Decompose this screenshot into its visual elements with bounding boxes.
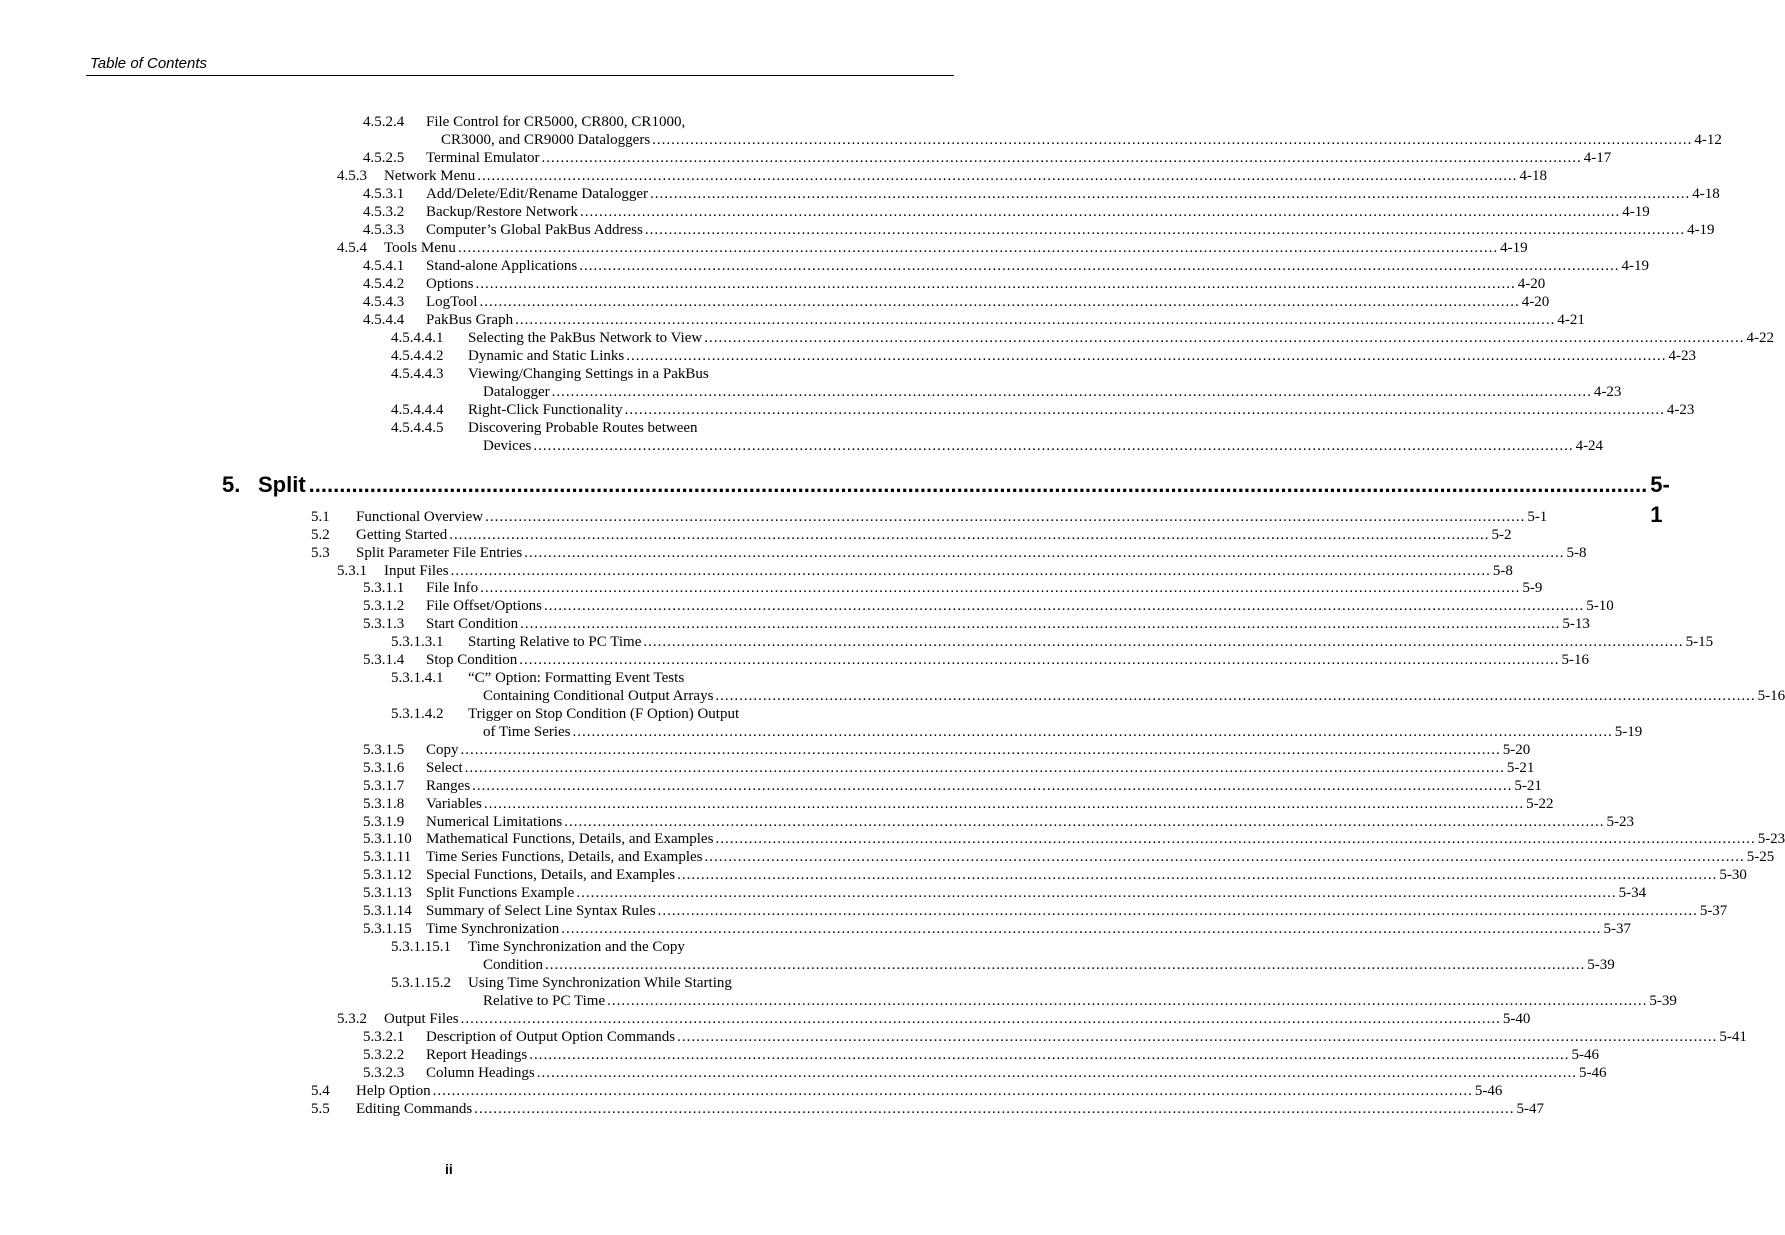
toc-entry-title: Containing Conditional Output Arrays (483, 688, 714, 704)
toc-entry-title: Variables (426, 796, 482, 812)
toc-entry-title: Getting Started (356, 527, 448, 543)
toc-entry-number: 4.5.4.4.5 (391, 420, 444, 436)
toc-entry[interactable] (0, 329, 1774, 347)
toc-entry-page: 5-40 (1502, 1011, 1531, 1027)
toc-entry-page: 5-15 (1685, 634, 1714, 650)
toc-entry-number: 5.3.1.6 (363, 760, 405, 776)
toc-entry[interactable] (0, 597, 1614, 615)
toc-entry-number: 5.3.1.3.1 (391, 634, 444, 650)
toc-entry-page: 5-39 (1649, 993, 1677, 1009)
toc-leader-dots: ........................................................................................................................................................................................................................... (519, 652, 1560, 668)
toc-entry-page: 5-41 (1719, 1029, 1747, 1045)
toc-entry-title: Time Synchronization and the Copy (468, 939, 685, 955)
toc-entry-number: 5.1 (311, 509, 330, 525)
toc-entry-title: PakBus Graph (426, 312, 514, 328)
toc-entry[interactable] (0, 221, 1715, 239)
toc-leader-dots: ........................................................................................................................................................................................................................... (475, 276, 1516, 292)
toc-entry-page: 4-18 (1692, 186, 1720, 202)
toc-entry-number: 5.3.1.4 (363, 652, 405, 668)
toc-entry-page: 4-23 (1666, 402, 1695, 418)
toc-entry-title: Editing Commands (356, 1101, 473, 1117)
toc-entry[interactable] (0, 920, 1631, 938)
toc-leader-dots: ........................................................................................................................................................................................................................... (543, 598, 1585, 614)
toc-entry[interactable] (0, 131, 1722, 149)
toc-entry-number: 5.3.1.3 (363, 616, 405, 632)
toc-leader-dots: ........................................................................................................................................................................................................................... (704, 330, 1745, 346)
toc-entry-title: of Time Series (483, 724, 571, 740)
toc-entry-number: 5.2 (311, 527, 330, 543)
chapter-leader-dots: ........................................................................................................................................................................................................................... (308, 472, 1648, 497)
toc-entry-page: 5-19 (1614, 724, 1643, 740)
toc-leader-dots: ........................................................................................................................................................................................................................... (643, 634, 1684, 650)
toc-entry-page: 5-25 (1746, 849, 1775, 865)
toc-entry[interactable] (0, 579, 1543, 597)
toc-leader-dots: ........................................................................................................................................................................................................................... (652, 132, 1693, 148)
toc-entry-page: 5-30 (1719, 867, 1747, 883)
toc-entry-title: File Info (426, 580, 479, 596)
toc-entry[interactable] (0, 1046, 1599, 1064)
toc-leader-dots: ........................................................................................................................................................................................................................... (572, 724, 1613, 740)
toc-entry-page: 4-20 (1517, 276, 1546, 292)
toc-entry-title: Split Functions Example (426, 885, 575, 901)
toc-entry[interactable] (0, 275, 1546, 293)
toc-entry[interactable] (0, 902, 1728, 920)
toc-entry-page: 5-1 (1527, 509, 1548, 525)
toc-leader-dots: ........................................................................................................................................................................................................................... (564, 814, 1605, 830)
toc-entry[interactable] (0, 1064, 1607, 1082)
toc-leader-dots: ........................................................................................................................................................................................................................... (460, 742, 1501, 758)
toc-entry-number: 5.3.1.12 (363, 867, 412, 883)
toc-entry-number: 4.5.3.2 (363, 204, 405, 220)
toc-entry-title: Using Time Synchronization While Starting (468, 975, 732, 991)
toc-entry-title: Numerical Limitations (426, 814, 563, 830)
toc-entry-title: Viewing/Changing Settings in a PakBus (468, 366, 709, 382)
toc-entry-page: 5-34 (1618, 885, 1647, 901)
toc-entry-number: 5.3.1.15.2 (391, 975, 451, 991)
toc-leader-dots: ........................................................................................................................................................................................................................... (715, 688, 1756, 704)
toc-entry-number: 5.3.1.8 (363, 796, 405, 812)
toc-entry[interactable] (0, 562, 1513, 580)
toc-leader-dots: ........................................................................................................................................................................................................................... (449, 527, 1490, 543)
toc-entry-page: 5-9 (1522, 580, 1543, 596)
toc-entry-number: 5.3.2 (337, 1011, 367, 1027)
toc-entry-number: 4.5.4.4 (363, 312, 405, 328)
toc-leader-dots: ........................................................................................................................................................................................................................... (561, 921, 1602, 937)
toc-entry-title: Copy (426, 742, 459, 758)
toc-entry[interactable] (0, 1100, 1544, 1118)
toc-entry[interactable] (0, 759, 1535, 777)
toc-entry-title: Functional Overview (356, 509, 484, 525)
toc-entry[interactable] (0, 437, 1604, 455)
toc-entry-title: Trigger on Stop Condition (F Option) Output (468, 706, 740, 722)
toc-leader-dots: ........................................................................................................................................................................................................................... (624, 402, 1665, 418)
toc-entry-number: 4.5.4 (337, 240, 367, 256)
toc-entry-number: 5.3.1.13 (363, 885, 412, 901)
toc-entry[interactable] (0, 508, 1548, 526)
toc-entry-title: Selecting the PakBus Network to View (468, 330, 703, 346)
toc-entry-title: Time Series Functions, Details, and Examples (426, 849, 703, 865)
toc-entry[interactable] (0, 185, 1720, 203)
toc-leader-dots: ........................................................................................................................................................................................................................... (483, 796, 1525, 812)
toc-entry-page: 4-19 (1687, 222, 1715, 238)
toc-entry-page: 5-37 (1699, 903, 1728, 919)
toc-entry[interactable] (0, 526, 1512, 544)
toc-entry-title: Backup/Restore Network (426, 204, 579, 220)
chapter-page: 5-1 (1650, 472, 1670, 527)
toc-entry-title: Summary of Select Line Syntax Rules (426, 903, 656, 919)
toc-entry-title: Terminal Emulator (426, 150, 540, 166)
toc-entry-number: 5.5 (311, 1101, 330, 1117)
toc-entry[interactable] (0, 257, 1649, 275)
toc-entry[interactable] (0, 383, 1622, 401)
toc-leader-dots: ........................................................................................................................................................................................................................... (474, 1101, 1515, 1117)
toc-entry-page: 5-16 (1561, 652, 1590, 668)
chapter-title: Split (258, 472, 306, 497)
toc-entry[interactable] (0, 830, 1785, 848)
toc-leader-dots: ........................................................................................................................................................................................................................... (650, 186, 1691, 202)
toc-leader-dots: ........................................................................................................................................................................................................................... (450, 563, 1491, 579)
toc-entry[interactable] (0, 723, 1643, 741)
toc-entry[interactable] (0, 1010, 1531, 1028)
toc-entry[interactable] (0, 884, 1647, 902)
toc-leader-dots: ........................................................................................................................................................................................................................... (457, 240, 1499, 256)
toc-entry-number: 5.3.1.4.1 (391, 670, 444, 686)
toc-entry[interactable] (0, 1028, 1747, 1046)
toc-entry[interactable] (0, 401, 1695, 419)
toc-entry (0, 705, 798, 723)
toc-entry-title: Starting Relative to PC Time (468, 634, 642, 650)
toc-entry[interactable] (0, 311, 1585, 329)
toc-entry (0, 938, 798, 956)
toc-entry-number: 5.3.1.7 (363, 778, 405, 794)
toc-leader-dots: ........................................................................................................................................................................................................................... (533, 438, 1574, 454)
toc-entry-title: “C” Option: Formatting Event Tests (468, 670, 685, 686)
toc-entry-number: 5.3.1.5 (363, 742, 405, 758)
toc-entry (0, 669, 798, 687)
toc-entry-number: 5.3.1.4.2 (391, 706, 444, 722)
toc-entry-title: File Control for CR5000, CR800, CR1000, (426, 114, 686, 130)
toc-entry-title: Description of Output Option Commands (426, 1029, 676, 1045)
toc-leader-dots: ........................................................................................................................................................................................................................... (472, 778, 1513, 794)
toc-entry[interactable] (0, 203, 1650, 221)
toc-entry-number: 5.3.1.1 (363, 580, 405, 596)
toc-entry-page: 5-22 (1526, 796, 1554, 812)
toc-entry-title: Start Condition (426, 616, 519, 632)
toc-entry-page: 4-21 (1557, 312, 1585, 328)
toc-entry (0, 419, 798, 437)
toc-entry-title: Add/Delete/Edit/Rename Datalogger (426, 186, 649, 202)
toc-entry-number: 5.4 (311, 1083, 330, 1099)
toc-leader-dots: ........................................................................................................................................................................................................................... (545, 957, 1586, 973)
toc-entry-number: 5.3.1.15.1 (391, 939, 451, 955)
toc-entry-page: 4-24 (1575, 438, 1604, 454)
toc-entry[interactable] (0, 866, 1747, 884)
toc-entry-page: 5-13 (1562, 616, 1590, 632)
toc-entry-number: 4.5.4.2 (363, 276, 405, 292)
toc-entry-number: 5.3.2.1 (363, 1029, 405, 1045)
toc-entry-page: 4-23 (1668, 348, 1696, 364)
toc-entry-page: 4-22 (1746, 330, 1774, 346)
toc-leader-dots: ........................................................................................................................................................................................................................... (677, 867, 1718, 883)
toc-entry (0, 113, 798, 131)
toc-entry[interactable] (0, 1082, 1503, 1100)
toc-entry-page: 4-17 (1583, 150, 1612, 166)
toc-entry-title: Help Option (356, 1083, 431, 1099)
toc-entry-page: 5-21 (1514, 778, 1542, 794)
toc-entry-page: 5-2 (1491, 527, 1512, 543)
toc-entry-number: 4.5.3 (337, 168, 367, 184)
toc-entry-page: 4-19 (1622, 204, 1650, 220)
toc-leader-dots: ........................................................................................................................................................................................................................... (579, 258, 1620, 274)
toc-entry (0, 974, 798, 992)
toc-entry-number: 4.5.4.4.2 (391, 348, 444, 364)
toc-leader-dots: ........................................................................................................................................................................................................................... (551, 384, 1592, 400)
toc-entry[interactable] (0, 347, 1696, 365)
toc-entry-title: Right-Click Functionality (468, 402, 623, 418)
toc-leader-dots: ........................................................................................................................................................................................................................... (432, 1083, 1473, 1099)
toc-entry-number: 5.3.1.10 (363, 831, 412, 847)
toc-entry-number: 5.3.1 (337, 563, 367, 579)
toc-leader-dots: ........................................................................................................................................................................................................................... (715, 831, 1756, 847)
toc-entry-page: 4-19 (1621, 258, 1649, 274)
toc-leader-dots: ........................................................................................................................................................................................................................... (460, 1011, 1501, 1027)
toc-entry-page: 5-37 (1603, 921, 1631, 937)
toc-entry-number: 4.5.4.4.1 (391, 330, 444, 346)
toc-entry[interactable] (0, 795, 1554, 813)
toc-entry-number: 4.5.4.4.3 (391, 366, 444, 382)
toc-entry[interactable] (0, 633, 1714, 651)
toc-entry-number: 5.3.2.3 (363, 1065, 405, 1081)
toc-entry-title: Column Headings (426, 1065, 535, 1081)
toc-entry-title: Output Files (384, 1011, 459, 1027)
toc-leader-dots: ........................................................................................................................................................................................................................... (626, 348, 1667, 364)
toc-entry-title: CR3000, and CR9000 Dataloggers (441, 132, 651, 148)
toc-entry-page: 5-46 (1474, 1083, 1503, 1099)
toc-entry-number: 4.5.2.4 (363, 114, 405, 130)
toc-entry-title: Special Functions, Details, and Examples (426, 867, 676, 883)
toc-entry-number: 5.3.1.14 (363, 903, 412, 919)
toc-entry[interactable] (0, 687, 1785, 705)
toc-entry-number: 4.5.4.3 (363, 294, 405, 310)
page-number: ii (445, 1161, 453, 1177)
toc-entry-number: 5.3.1.11 (363, 849, 412, 865)
toc-leader-dots: ........................................................................................................................................................................................................................... (477, 168, 1518, 184)
toc-leader-dots: ........................................................................................................................................................................................................................... (480, 580, 1521, 596)
toc-entry-page: 5-10 (1586, 598, 1614, 614)
toc-entry-page: 5-39 (1587, 957, 1615, 973)
toc-entry-title: Report Headings (426, 1047, 528, 1063)
toc-entry-title: Tools Menu (384, 240, 456, 256)
toc-entry-number: 5.3 (311, 545, 330, 561)
toc-entry[interactable] (0, 992, 1677, 1010)
toc-entry-number: 4.5.4.1 (363, 258, 405, 274)
toc-leader-dots: ........................................................................................................................................................................................................................... (515, 312, 1556, 328)
toc-leader-dots: ........................................................................................................................................................................................................................... (704, 849, 1745, 865)
toc-leader-dots: ........................................................................................................................................................................................................................... (580, 204, 1621, 220)
toc-entry-title: Discovering Probable Routes between (468, 420, 698, 436)
toc-leader-dots: ........................................................................................................................................................................................................................... (524, 545, 1565, 561)
toc-entry-title: Stop Condition (426, 652, 518, 668)
toc-entry-page: 4-18 (1519, 168, 1547, 184)
toc-entry-page: 5-16 (1757, 688, 1785, 704)
toc-entry-number: 4.5.4.4.4 (391, 402, 444, 418)
toc-entry-title: Network Menu (384, 168, 476, 184)
toc-entry[interactable] (0, 293, 1550, 311)
toc-entry-title: Datalogger (483, 384, 550, 400)
toc-entry-number: 4.5.3.3 (363, 222, 405, 238)
toc-entry-title: File Offset/Options (426, 598, 542, 614)
toc-entry[interactable] (0, 149, 1612, 167)
toc-entry-title: Ranges (426, 778, 471, 794)
chapter-number: 5. (222, 472, 241, 497)
toc-leader-dots: ........................................................................................................................................................................................................................... (464, 760, 1505, 776)
toc-entry-page: 5-46 (1579, 1065, 1607, 1081)
toc-entry[interactable] (0, 777, 1542, 795)
toc-entry-page: 5-8 (1492, 563, 1513, 579)
toc-leader-dots: ........................................................................................................................................................................................................................... (536, 1065, 1577, 1081)
toc-entry[interactable] (0, 615, 1590, 633)
toc-entry-page: 5-47 (1516, 1101, 1544, 1117)
toc-entry-page: 5-20 (1502, 742, 1531, 758)
toc-entry-number: 4.5.3.1 (363, 186, 405, 202)
toc-entry-title: Computer’s Global PakBus Address (426, 222, 643, 238)
toc-entry-page: 5-21 (1506, 760, 1535, 776)
toc-leader-dots: ........................................................................................................................................................................................................................... (576, 885, 1617, 901)
toc-leader-dots: ........................................................................................................................................................................................................................... (479, 294, 1520, 310)
toc-entry-page: 5-23 (1606, 814, 1634, 830)
toc-entry-title: Devices (483, 438, 532, 454)
toc-entry[interactable] (0, 956, 1615, 974)
toc-leader-dots: ........................................................................................................................................................................................................................... (677, 1029, 1718, 1045)
toc-entry-title: Select (426, 760, 463, 776)
toc-leader-dots: ........................................................................................................................................................................................................................... (520, 616, 1561, 632)
toc-leader-dots: ........................................................................................................................................................................................................................... (607, 993, 1648, 1009)
toc-leader-dots: ........................................................................................................................................................................................................................... (644, 222, 1686, 238)
toc-entry-number: 5.3.1.15 (363, 921, 412, 937)
toc-entry-title: Dynamic and Static Links (468, 348, 625, 364)
toc-entry-page: 4-12 (1694, 132, 1722, 148)
toc-entry-page: 5-46 (1571, 1047, 1599, 1063)
toc-entry-page: 4-19 (1500, 240, 1528, 256)
toc-entry[interactable] (0, 239, 1528, 257)
toc-leader-dots: ........................................................................................................................................................................................................................... (529, 1047, 1570, 1063)
toc-entry-title: Mathematical Functions, Details, and Examples (426, 831, 714, 847)
toc-entry-title: Relative to PC Time (483, 993, 606, 1009)
toc-entry-number: 5.3.1.9 (363, 814, 405, 830)
toc-entry[interactable] (0, 813, 1634, 831)
toc-leader-dots: ........................................................................................................................................................................................................................... (485, 509, 1526, 525)
toc-entry-number: 4.5.2.5 (363, 150, 405, 166)
running-header: Table of Contents (90, 55, 208, 72)
toc-entry[interactable] (0, 167, 1547, 185)
toc-entry-title: Time Synchronization (426, 921, 560, 937)
toc-entry-page: 4-20 (1521, 294, 1550, 310)
toc-entry-page: 4-23 (1593, 384, 1622, 400)
toc-entry-title: Split Parameter File Entries (356, 545, 523, 561)
toc-entry-page: 5-8 (1566, 545, 1587, 561)
toc-entry-title: Options (426, 276, 474, 292)
toc-entry-title: LogTool (426, 294, 478, 310)
toc-leader-dots: ........................................................................................................................................................................................................................... (657, 903, 1698, 919)
toc-entry-title: Stand-alone Applications (426, 258, 578, 274)
toc-entry[interactable] (0, 651, 1590, 669)
toc-entry-page: 5-23 (1757, 831, 1785, 847)
toc-entry (0, 365, 798, 383)
toc-entry-title: Condition (483, 957, 544, 973)
toc-entry[interactable] (0, 741, 1531, 759)
toc-leader-dots: ........................................................................................................................................................................................................................... (541, 150, 1582, 166)
toc-entry[interactable] (0, 848, 1775, 866)
toc-entry-number: 5.3.2.2 (363, 1047, 405, 1063)
toc-entry-number: 5.3.1.2 (363, 598, 405, 614)
toc-entry[interactable] (0, 544, 1587, 562)
toc-entry-title: Input Files (384, 563, 449, 579)
